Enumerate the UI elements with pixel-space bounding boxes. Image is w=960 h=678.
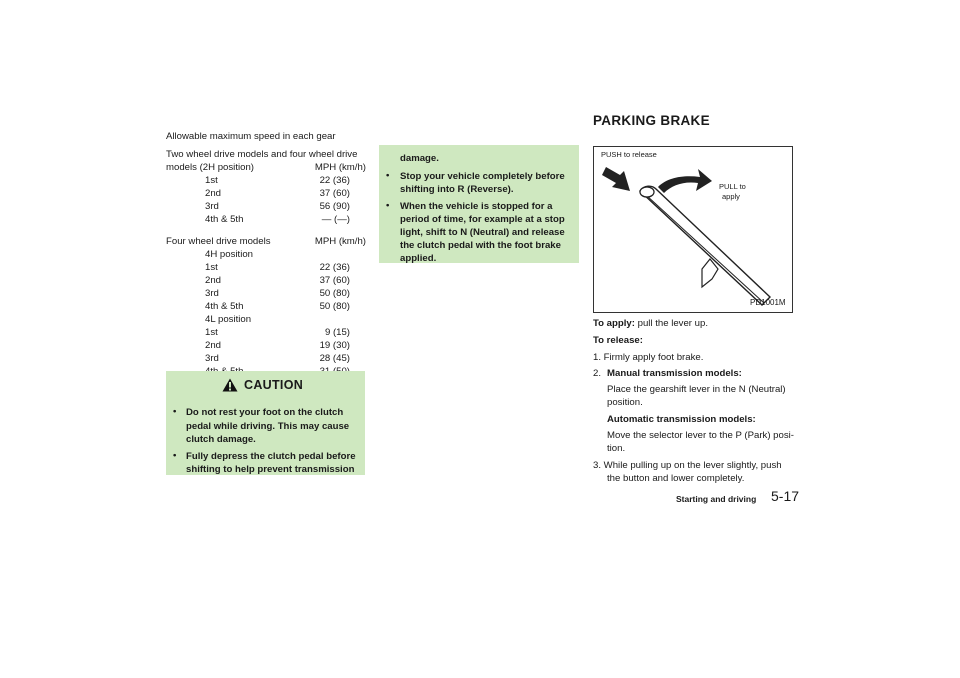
caution-bullet1-line: Do not rest your foot on the clutch (186, 407, 344, 418)
release-step-3-line1: 3. While pulling up on the lever slightly, push (593, 460, 782, 471)
caution-bullet4-line: period of time, for example at a stop (400, 214, 565, 225)
automatic-instruction-line1: Move the selector lever to the P (Park) posi- (607, 430, 794, 441)
gear-label: 3rd (205, 288, 219, 299)
bullet-marker: • (386, 200, 390, 211)
four-l-label: 4L position (205, 314, 252, 325)
section-title: PARKING BRAKE (593, 113, 710, 128)
figure-id: PD1001M (750, 298, 786, 307)
caution-bullet3-line: shifting into R (Reverse). (400, 184, 514, 195)
speed-value: 28 (45) (319, 353, 350, 364)
footer-page-number: 5-17 (771, 488, 800, 504)
speed-value: 50 (80) (319, 301, 350, 312)
bullet-marker: • (173, 450, 177, 461)
four-wheel-heading: Four wheel drive models (166, 236, 271, 247)
apply-text: pull the lever up. (637, 318, 709, 329)
footer-section: Starting and driving (676, 494, 757, 504)
warning-icon (222, 378, 238, 392)
parking-brake-illustration (594, 147, 792, 312)
speed-value: 9 (15) (324, 327, 350, 338)
caution-bullet1-line: clutch damage. (186, 434, 256, 445)
manual-transmission-label: Manual transmission models: (607, 368, 742, 379)
pull-label-line2: apply (722, 192, 740, 201)
bullet-marker: • (173, 406, 177, 417)
speed-value: — (—) (321, 214, 350, 225)
push-label: PUSH to release (601, 150, 657, 159)
four-h-label: 4H position (205, 249, 253, 260)
caution-bullet2-line: shifting to help prevent transmission (186, 464, 355, 475)
gear-label: 4th & 5th (205, 214, 244, 225)
caution-bullet4-line: When the vehicle is stopped for a (400, 201, 553, 212)
release-step-1: 1. Firmly apply foot brake. (593, 352, 704, 363)
caution-bullet3-line: Stop your vehicle completely before (400, 171, 565, 182)
unit-label: MPH (km/h) (314, 162, 366, 173)
speed-value: 37 (60) (319, 275, 350, 286)
automatic-transmission-label: Automatic transmission models: (607, 414, 756, 425)
four-wheel-unit-label: MPH (km/h) (314, 236, 366, 247)
gear-label: 2nd (205, 188, 222, 199)
parking-brake-figure (593, 146, 793, 313)
gear-label: 3rd (205, 201, 219, 212)
caution-title: CAUTION (244, 378, 304, 392)
speed-value: 50 (80) (319, 288, 350, 299)
speed-value: 19 (30) (319, 340, 350, 351)
speed-value: 37 (60) (319, 188, 350, 199)
gear-label: 2nd (205, 340, 222, 351)
two-wheel-heading-line2: models (2H position) (166, 162, 254, 173)
pull-label-line1: PULL to (719, 182, 746, 191)
caution-bullet1-line: pedal while driving. This may cause (186, 421, 350, 432)
caution-bullet4-line: light, shift to N (Neutral) and release (400, 227, 565, 238)
gear-label: 4th & 5th (205, 301, 244, 312)
caution-bullet4-line: the clutch pedal with the foot brake (400, 240, 561, 251)
speed-value: 22 (36) (319, 262, 350, 273)
caution-bullet2-line: Fully depress the clutch pedal before (186, 451, 356, 462)
manual-instruction-line1: Place the gearshift lever in the N (Neutral) (607, 384, 786, 395)
gear-label: 3rd (205, 353, 219, 364)
caution-continuation: damage. (400, 153, 439, 164)
gear-label: 1st (205, 262, 218, 273)
gear-label: 2nd (205, 275, 222, 286)
manual-instruction-line2: position. (607, 397, 643, 408)
speed-value: 56 (90) (319, 201, 350, 212)
speed-intro: Allowable maximum speed in each gear (166, 131, 336, 142)
release-label: To release: (593, 335, 643, 346)
two-wheel-heading-line1: Two wheel drive models and four wheel drive (166, 149, 358, 160)
release-step-3-line2: the button and lower completely. (607, 473, 745, 484)
speed-value: 22 (36) (319, 175, 350, 186)
gear-label: 1st (205, 327, 218, 338)
bullet-marker: • (386, 170, 390, 181)
gear-label: 1st (205, 175, 218, 186)
release-step-2-number: 2. (593, 368, 602, 379)
apply-label: To apply: (593, 318, 635, 329)
apply-instruction (593, 317, 708, 330)
automatic-instruction-line2: tion. (607, 443, 626, 454)
caution-bullet4-line: applied. (400, 253, 437, 264)
